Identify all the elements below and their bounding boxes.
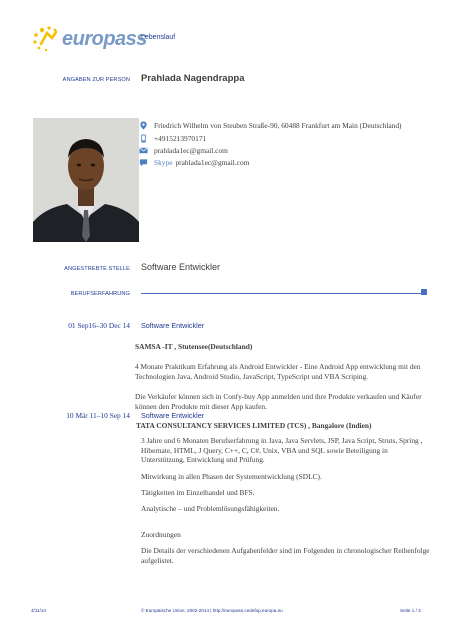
job-2-paragraph-4: Analytische – und Problemlösungsfähigkeiten. (141, 504, 280, 513)
desired-position: Software Entwickler (141, 262, 221, 272)
contact-phone (139, 134, 206, 143)
address-text: Friedrich Wilhelm von Steuben Straße-90, 60488 Frankfurt am Main (Deutschland) (154, 121, 402, 130)
chat-bubble-icon (139, 158, 148, 167)
contact-email (139, 146, 228, 155)
job-2-employer: TATA CONSULTANCY SERVICES LIMITED (TCS) , Bangalore (Indien) (136, 421, 372, 430)
job-2-paragraph-2: Mitwirkung in allen Phasen der Systementwicklung (SDLC). (141, 472, 322, 481)
job-2-paragraph-6: Die Details der verschiedenen Aufgabenfelder sind im Folgenden in chronologischer Reihenfolge aufgelistet. (141, 546, 430, 565)
contact-address (139, 121, 402, 130)
skype-label: Skype (154, 158, 173, 167)
job-2-dates: 10 Mär 11–10 Sep 14 (66, 411, 130, 420)
person-name: Prahlada Nagendrappa (141, 73, 245, 84)
job-1-employer: SAMSA -IT , Stutensee(Deutschland) (135, 342, 253, 351)
section-label-experience: BERUFSERFAHRUNG (70, 291, 130, 297)
job-2-paragraph-5: Zuordnungen (141, 530, 181, 539)
footer-copyright[interactable]: © Europäische Union, 2002-2014 | http://europass.cedefop.europa.eu (141, 608, 283, 613)
job-2-paragraph-1: 3 Jahre und 6 Monaten Berufserfahrung in Java, Java Servlets, JSP, Java Script, Struts, Spring , Hibernate, HTML, J Query, C++, C, C#, Unix, VBA und SQL sowie Beteiligung in Unterstützung, Entwicklung und Prüfung. (141, 436, 423, 465)
phone-text[interactable]: +4915213970171 (154, 134, 207, 143)
mobile-phone-icon (139, 134, 148, 143)
job-2-title: Software Entwickler (141, 411, 205, 420)
section-label-position: ANGESTREBTE STELLE (64, 266, 130, 272)
job-2-paragraph-3: Tätigkeiten im Einzelhandel und BFS. (141, 488, 255, 497)
profile-photo (33, 118, 139, 242)
job-1-title: Software Entwickler (141, 321, 205, 330)
job-1-paragraph-2: Die Verkäufer können sich in Confy-buy App anmelden und ihre Produkte verkaufen und Käufer können den Produkte mit dieser App kaufen. (135, 392, 422, 411)
section-divider-line (141, 293, 422, 294)
email-icon (139, 146, 148, 155)
location-pin-icon (139, 121, 148, 130)
job-1-dates: 01 Sep16–30 Dec 14 (68, 321, 130, 330)
email-text[interactable]: prahlada1ec@gmail.com (154, 146, 228, 155)
section-label-personal: ANGABEN ZUR PERSON (62, 77, 130, 83)
europass-logo-text: europass (62, 28, 147, 50)
document-type: Lebenslauf (141, 34, 176, 41)
footer-date: 4/11/14 (31, 608, 46, 613)
contact-skype (139, 158, 249, 167)
footer-page-number: Seite 1 / 3 (400, 608, 421, 613)
section-divider-marker (421, 289, 427, 295)
job-1-paragraph-1: 4 Monate Praktikum Erfahrung als Android Entwickler - Eine Android App entwicklung mit den Technologien Java, Android Studio, JavaScript, TypeScript und VBA Scriping. (135, 362, 421, 381)
skype-text[interactable]: prahlada1ec@gmail.com (175, 158, 250, 167)
